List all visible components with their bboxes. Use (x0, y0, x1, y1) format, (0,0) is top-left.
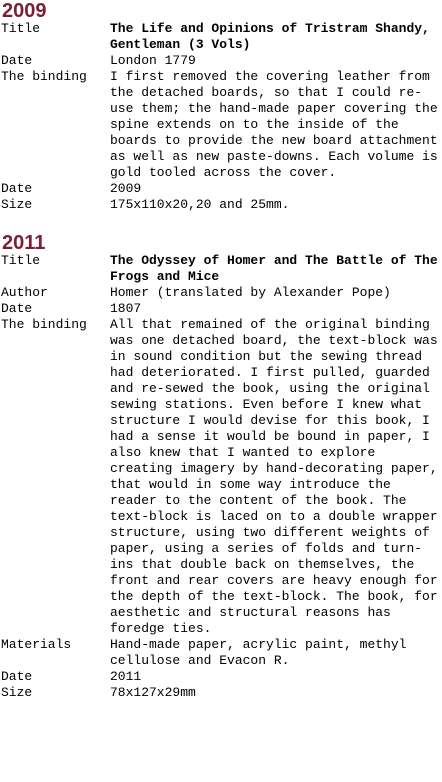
field-value-date: London 1779 (110, 53, 196, 68)
field-value-binding: All that remained of the original binding was one detached board, the text-block was in sound condition but the sewing thread had deteriorated. I first pulled, guarded and re-sewed the book, using the original sewing stations. Even before I knew what structure I would devise for this book, I had a sense it would be bound in paper, I also knew that I wanted to explore creating imagery by hand-decorating paper, that would in some way introduce the reader to the content of the book. The text-block is laced on to a double wrapper structure, using two different weights of paper, using a series of folds and turn-ins that double back on themselves, the front and rear covers are heavy enough for the depth of the text-block. The book, for aesthetic and structural reasons has foredge ties. (110, 317, 438, 636)
field-value-binding-date: 2011 (110, 669, 142, 684)
field-value-title: The Odyssey of Homer and The Battle of The Frogs and Mice (110, 253, 438, 284)
entry-year-heading: 2011 (2, 232, 46, 254)
field-value-materials: Hand-made paper, acrylic paint, methyl cellulose and Evacon R. (110, 637, 407, 668)
entry-fields (0, 253, 442, 701)
entry-year-heading: 2009 (2, 0, 47, 22)
field-label-size: Size (1, 685, 33, 700)
field-value-date: 1807 (110, 301, 142, 316)
field-label-binding: The binding (1, 69, 87, 84)
field-value-size: 175x110x20,20 and 25mm. (110, 197, 290, 212)
field-row-title (0, 253, 442, 285)
field-value-binding-date: 2009 (110, 181, 142, 196)
field-label-binding: The binding (1, 317, 87, 332)
field-row-size (0, 197, 442, 213)
field-row-author (0, 285, 442, 301)
book-entry-2011 (0, 233, 442, 701)
field-row-binding (0, 69, 442, 181)
field-value-size: 78x127x29mm (110, 685, 196, 700)
field-row-date (0, 53, 442, 69)
field-value-author: Homer (translated by Alexander Pope) (110, 285, 391, 300)
field-row-binding (0, 317, 442, 637)
field-label-date: Date (1, 301, 33, 316)
field-row-binding-date (0, 669, 442, 685)
field-label-title: Title (1, 21, 41, 36)
field-row-title (0, 21, 442, 53)
field-label-materials: Materials (1, 637, 72, 652)
field-row-date (0, 301, 442, 317)
field-row-binding-date (0, 181, 442, 197)
field-label-title: Title (1, 253, 41, 268)
field-label-binding-date: Date (1, 669, 33, 684)
entry-fields (0, 21, 442, 213)
book-entry-2009 (0, 0, 442, 213)
field-label-date: Date (1, 53, 33, 68)
field-row-size (0, 685, 442, 701)
field-label-binding-date: Date (1, 181, 33, 196)
field-row-materials (0, 637, 442, 669)
field-label-size: Size (1, 197, 33, 212)
field-value-binding: I first removed the covering leather from the detached boards, so that I could re-use them; the hand-made paper covering the spine extends on to the inside of the boards to provide the new board attachment as well as new paste-downs. Each volume is gold tooled across the cover. (110, 69, 438, 180)
field-label-author: Author (1, 285, 48, 300)
field-value-title: The Life and Opinions of Tristram Shandy, Gentleman (3 Vols) (110, 21, 430, 52)
